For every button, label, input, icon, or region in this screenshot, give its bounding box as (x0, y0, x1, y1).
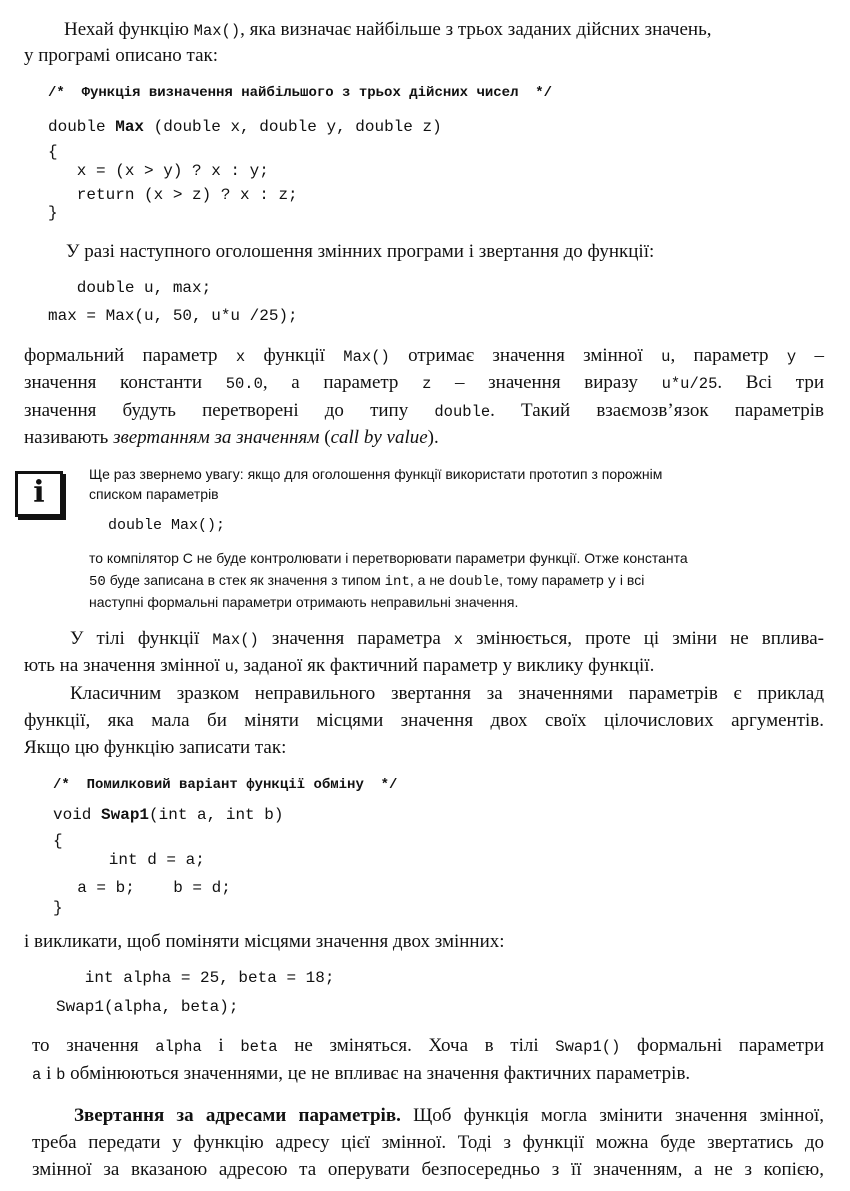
text: і всі (616, 572, 645, 588)
text: формальні параметри (620, 1035, 824, 1056)
inline-code: beta (240, 1038, 278, 1056)
code-line: int alpha = 25, beta = 18; (56, 969, 335, 987)
text: У тілі функції (70, 628, 213, 649)
text: значення параметра (258, 628, 454, 649)
inline-code: 50.0 (225, 375, 263, 393)
paragraph-address-line3: змінної за вказаною адресою та оперувати безпосередньо з її значенням, а не з копією, (32, 1159, 824, 1180)
inline-code: x (453, 631, 464, 649)
inline-code: y (607, 574, 617, 590)
paragraph-invoke: і викликати, щоб поміняти місцями значення двох змінних: (24, 931, 505, 952)
inline-code: alpha (155, 1038, 202, 1056)
text: змінюється, проте ці зміни не вплива- (463, 628, 825, 649)
code-line: } (48, 204, 58, 222)
text: то значення (32, 1035, 156, 1056)
inline-code: x (235, 348, 246, 366)
function-name: Swap1 (101, 806, 150, 824)
section-heading: Звертання за адресами параметрів. (74, 1105, 401, 1126)
note-line1: Ще раз звернемо увагу: якщо для оголошення функції використати прототип з порожнім (89, 466, 663, 482)
inline-code: b (56, 1066, 66, 1084)
paragraph-swap-line3: Якщо цю функцію записати так: (24, 737, 287, 758)
text: , яка визначає найбільше з трьох заданих дійсних значень, (240, 19, 712, 40)
code-line: { (53, 832, 63, 850)
code-line: int d = a; (80, 851, 205, 869)
code-comment: /* Функція визначення найбільшого з трьох дійсних чисел */ (48, 85, 553, 101)
text: – (796, 345, 825, 366)
text: функції (245, 345, 344, 366)
text: . Всі три (717, 372, 825, 393)
text: значення будуть перетворені до типу (24, 400, 435, 421)
code-line: max = Max(u, 50, u*u /25); (48, 307, 298, 325)
inline-code: u (661, 348, 671, 366)
inline-code: Max() (193, 22, 241, 40)
text: обмінюються значеннями, це не впливає на значення фактичних параметрів. (65, 1063, 691, 1084)
paragraph-intro-line2: у програмі описано так: (24, 45, 219, 66)
code-token: (int a, int b) (149, 806, 284, 824)
paragraph-swap-line2: функції, яка мала би міняти місцями значення двох своїх цілочислових аргументів. (24, 710, 824, 731)
inline-code: Max() (212, 631, 259, 649)
text: . Такий взаємозв’язок параметрів (490, 400, 825, 421)
code-line: } (53, 899, 63, 917)
paragraph-formal-line2 (24, 371, 824, 396)
code-token: void (53, 806, 102, 824)
inline-code: double (434, 403, 491, 421)
code-line: double u, max; (48, 279, 212, 297)
inline-code: u (224, 658, 234, 676)
text: , заданої як фактичний параметр у виклику функції. (233, 655, 655, 676)
paragraph-result-line2 (32, 1062, 690, 1087)
inline-code: y (786, 348, 797, 366)
text: отримає значення змінної (389, 345, 662, 366)
inline-code: Swap1() (555, 1038, 621, 1056)
text: Нехай функцію (64, 19, 194, 40)
note-line2: списком параметрів (89, 486, 219, 502)
text: називають (24, 427, 114, 448)
paragraph-intro-line1 (64, 18, 711, 43)
text: ( (319, 427, 331, 448)
inline-code: a (32, 1066, 42, 1084)
code-line: a = b; b = d; (58, 879, 231, 897)
inline-code: double (448, 574, 500, 590)
text: і (41, 1063, 57, 1084)
paragraph-formal-line1 (24, 344, 824, 369)
paragraph-body-line1 (70, 627, 824, 652)
text: , тому параметр (499, 572, 608, 588)
text: , а параметр (262, 372, 423, 393)
text: ). (427, 427, 439, 448)
text: , параметр (670, 345, 787, 366)
code-comment: /* Помилковий варіант функції обміну */ (53, 777, 398, 793)
note-line4 (89, 570, 644, 592)
paragraph-swap-line1: Класичним зразком неправильного звертання за значеннями параметрів є приклад (70, 683, 824, 704)
inline-code: u*u/25 (661, 375, 718, 393)
function-name: Max (115, 118, 145, 136)
code-line: return (x > z) ? x : z; (48, 186, 298, 204)
code-signature (48, 117, 442, 137)
inline-code: Max() (343, 348, 390, 366)
inline-code: 50 (89, 574, 106, 590)
code-token: (double x, double y, double z) (144, 118, 442, 136)
inline-code: int (384, 574, 410, 590)
paragraph-address-line1 (74, 1104, 824, 1128)
text: формальний параметр (24, 345, 236, 366)
text: і (201, 1035, 241, 1056)
note-line3: то компілятор С не буде контролювати і перетворювати параметри функції. Отже константа (89, 550, 688, 566)
term: звертанням за значенням (113, 427, 320, 448)
text: – значення виразу (431, 372, 662, 393)
paragraph-formal-line3 (24, 399, 824, 424)
text: буде записана в стек як значення з типом (105, 572, 385, 588)
code-signature (53, 805, 283, 825)
info-glyph: i (33, 475, 45, 510)
paragraph-call: У разі наступного оголошення змінних програми і звертання до функції: (66, 241, 655, 262)
text: Щоб функція могла змінити значення змінної, (400, 1105, 824, 1126)
paragraph-formal-line4 (24, 426, 439, 450)
term-english: call by value (330, 427, 428, 448)
paragraph-result-line1 (32, 1034, 824, 1059)
code-line: { (48, 143, 58, 161)
text: , а не (409, 572, 449, 588)
paragraph-address-line2: треба передати у функцію адресу цієї змінної. Тоді з функції можна буде звертатись до (32, 1132, 824, 1153)
text: не зміняться. Хоча в тілі (277, 1035, 556, 1056)
inline-code: z (422, 375, 432, 393)
code-line: x = (x > y) ? x : y; (48, 162, 269, 180)
note-code: double Max(); (108, 517, 226, 534)
note-line5: наступні формальні параметри отримають неправильні значення. (89, 594, 519, 610)
info-icon (15, 471, 63, 517)
text: значення константи (24, 372, 226, 393)
text: ють на значення змінної (24, 655, 225, 676)
code-line: Swap1(alpha, beta); (56, 998, 239, 1016)
paragraph-body-line2 (24, 654, 654, 679)
code-token: double (48, 118, 116, 136)
